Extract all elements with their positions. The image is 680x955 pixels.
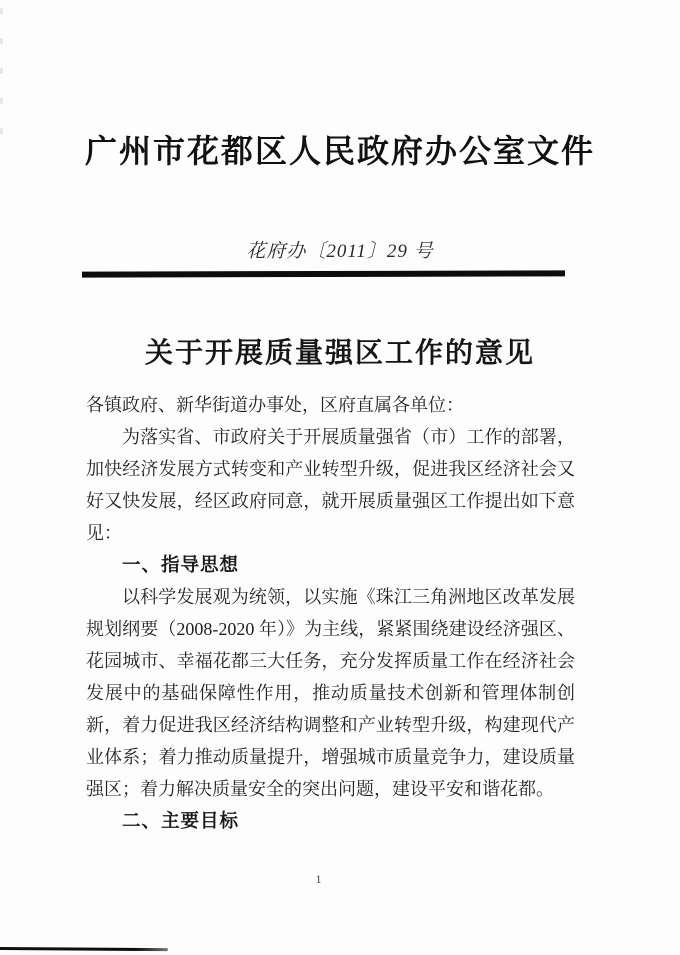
body-line: 花园城市、幸福花都三大任务，充分发挥质量工作在经济社会 bbox=[86, 651, 575, 671]
document-header-title: 广州市花都区人民政府办公室文件 bbox=[84, 133, 595, 169]
body-line: 为落实省、市政府关于开展质量强省（市）工作的部署， bbox=[122, 427, 575, 447]
section-heading-1: 一、指导思想 bbox=[122, 554, 240, 575]
body-line: 见： bbox=[86, 523, 122, 543]
body-line: 以科学发展观为统领，以实施《珠江三角洲地区改革发展 bbox=[122, 587, 575, 607]
document-body bbox=[86, 389, 575, 837]
body-line: 好又快发展，经区政府同意，就开展质量强区工作提出如下意 bbox=[86, 491, 575, 511]
document-number: 花府办〔2011〕29 号 bbox=[246, 241, 434, 262]
header-separator-rule bbox=[82, 270, 565, 277]
body-line: 发展中的基础保障性作用，推动质量技术创新和管理体制创 bbox=[86, 683, 575, 703]
page-number: 1 bbox=[315, 872, 322, 886]
salutation-line: 各镇政府、新华街道办事处，区府直属各单位： bbox=[86, 395, 464, 415]
body-line: 强区；着力解决质量安全的突出问题，建设平安和谐花都。 bbox=[86, 779, 554, 799]
document-title: 关于开展质量强区工作的意见 bbox=[144, 338, 535, 369]
body-line: 规划纲要（2008-2020 年）》为主线，紧紧围绕建设经济强区、 bbox=[86, 619, 575, 639]
scan-artifact-line bbox=[0, 947, 168, 951]
body-line: 业体系；着力推动质量提升，增强城市质量竞争力，建设质量 bbox=[86, 747, 575, 767]
body-line: 新，着力促进我区经济结构调整和产业转型升级，构建现代产 bbox=[86, 715, 575, 735]
body-line: 加快经济发展方式转变和产业转型升级，促进我区经济社会又 bbox=[86, 459, 575, 479]
section-heading-2: 二、主要目标 bbox=[122, 810, 240, 831]
